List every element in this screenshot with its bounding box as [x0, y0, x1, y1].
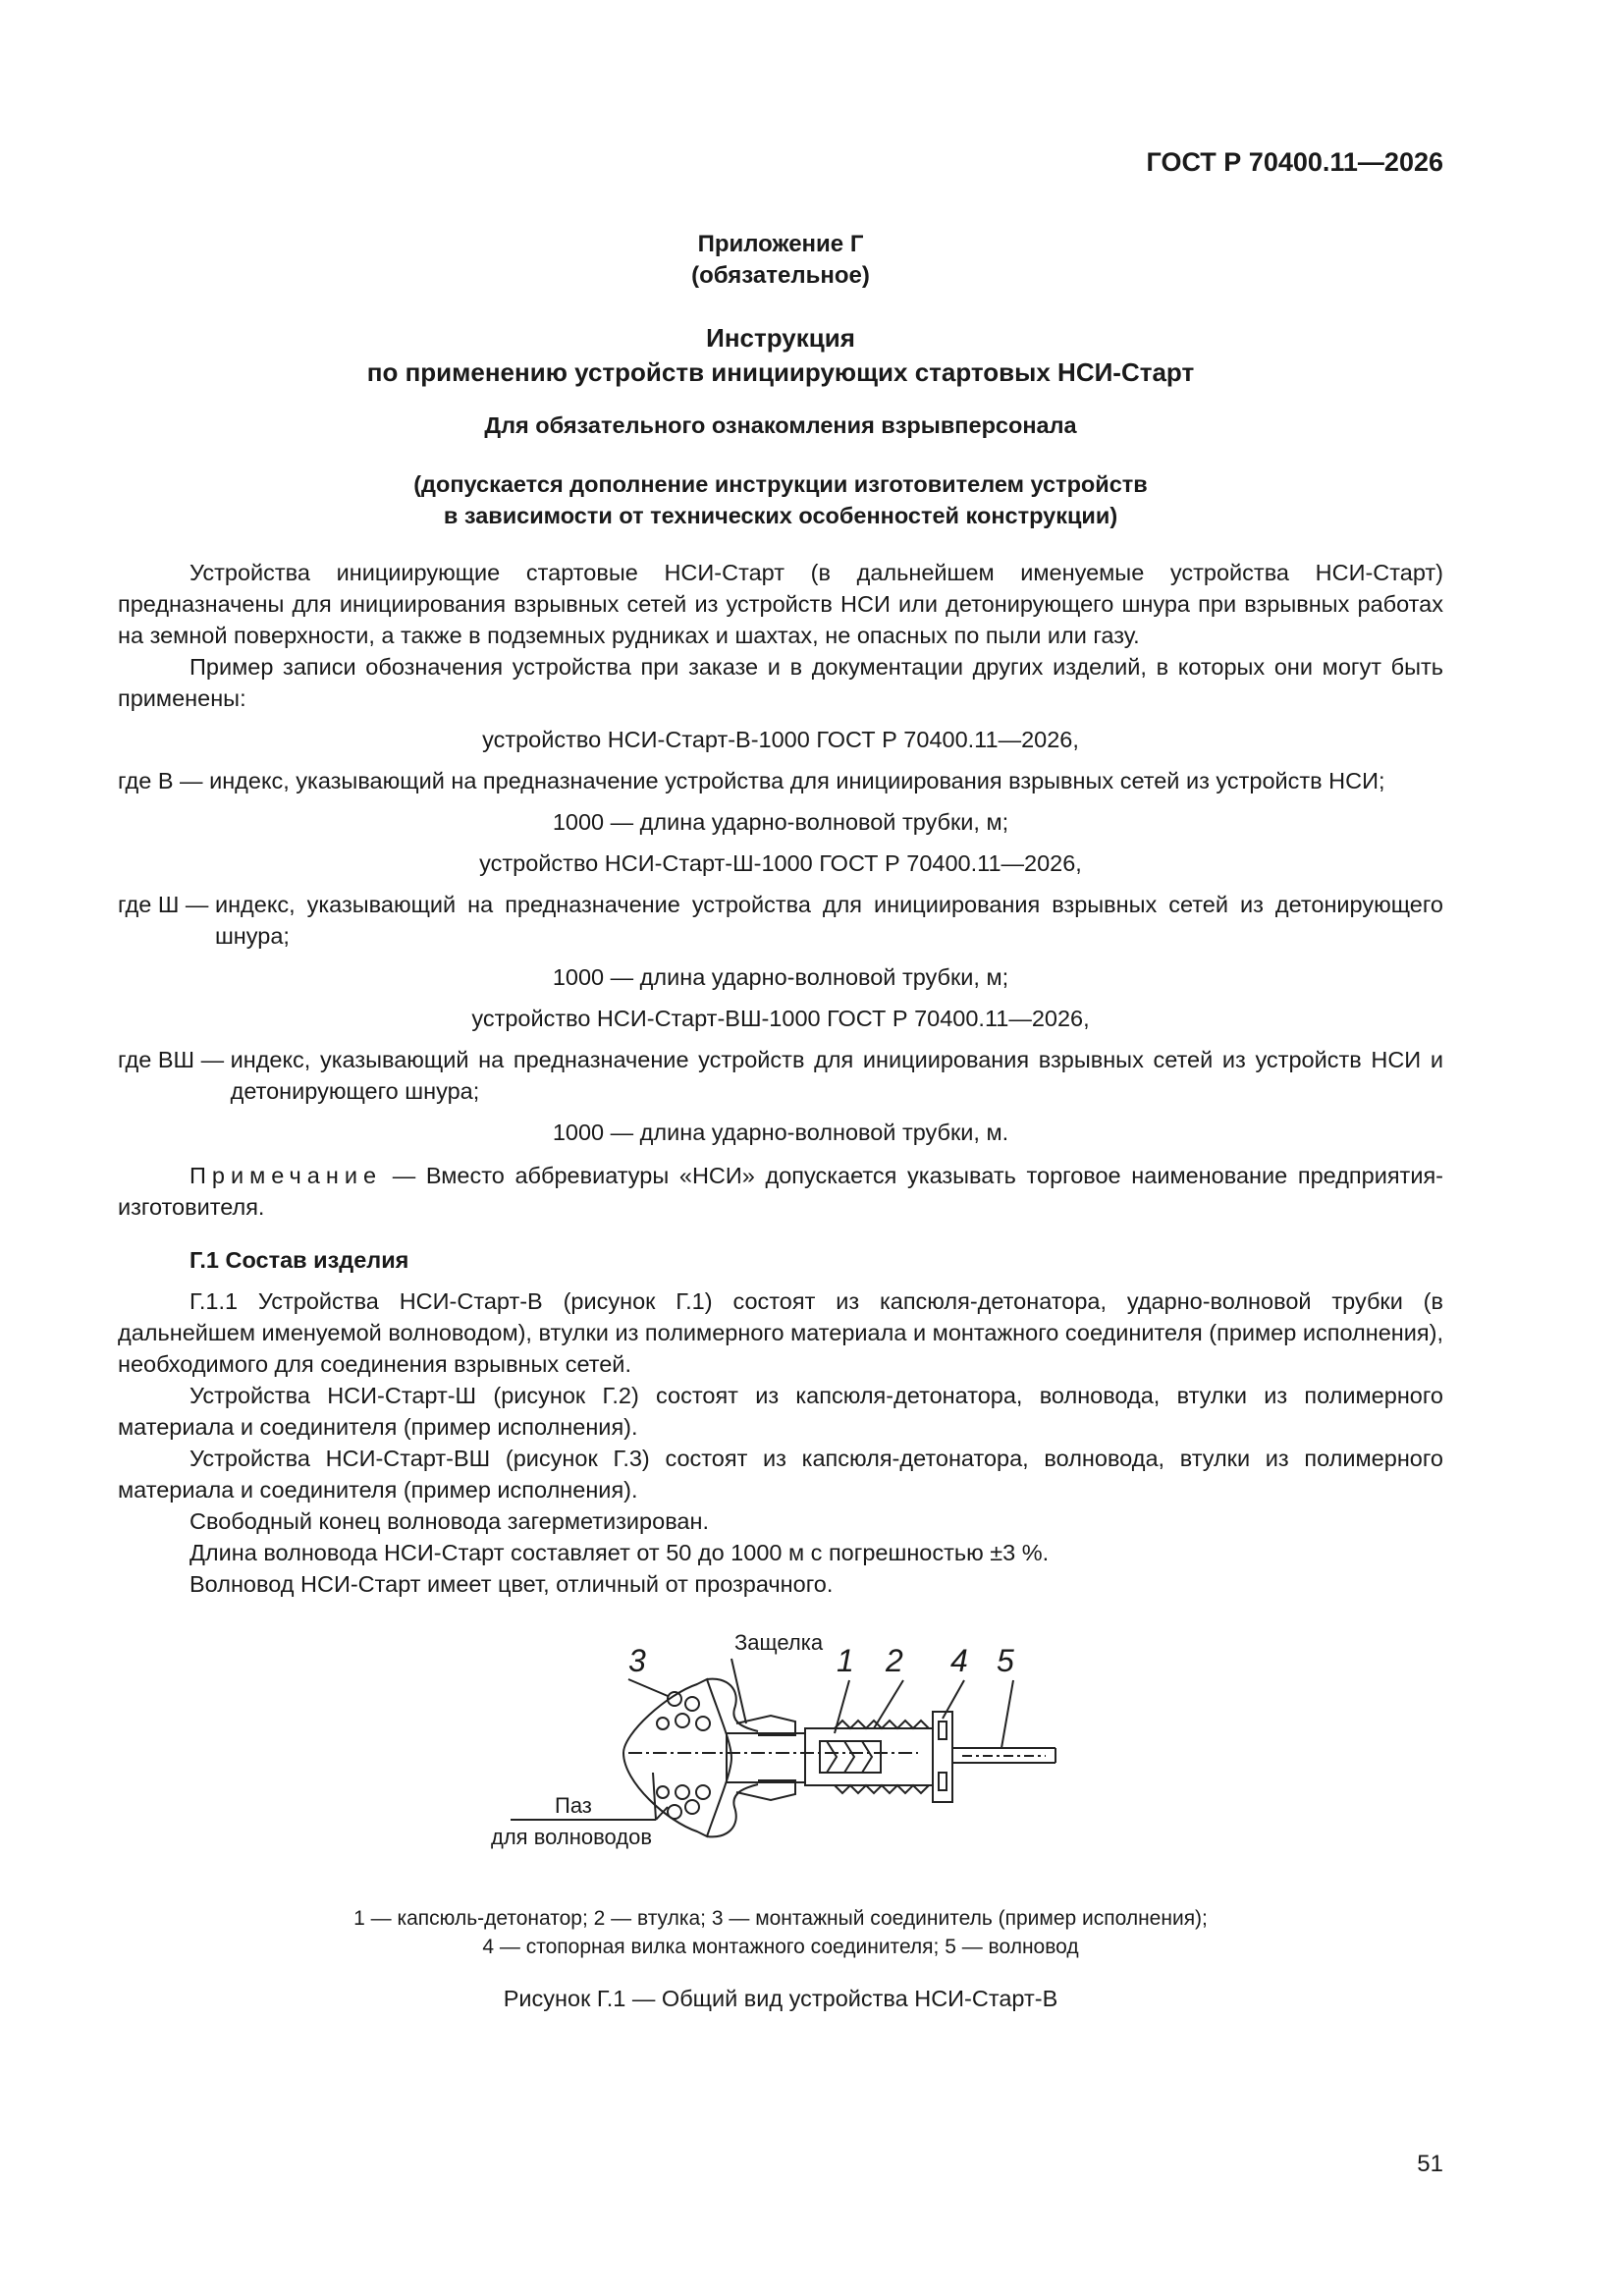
appendix-status: (обязательное) — [691, 262, 870, 289]
figure-label-5: 5 — [997, 1643, 1014, 1678]
body-paragraph-1: Устройства инициирующие стартовые НСИ-Старт (в дальнейшем именуемые устройства НСИ-Старт) предназначены для инициирования взрывных сетей из устройств НСИ или детонирующего шнура при взрывных работах на земной поверхности, а также в подземных рудниках и шахтах, не опасных по пыли или газу. — [118, 560, 1443, 648]
figure-label-latch: Защелка — [734, 1630, 824, 1655]
section-paragraph-3: Устройства НСИ-Старт-ВШ (рисунок Г.3) состоят из капсюля-детонатора, волновода, втулки из полимерного материала и соединителя (пример исполнения). — [118, 1446, 1443, 1503]
device-drawing — [118, 1625, 1443, 1890]
figure-label-2: 2 — [886, 1643, 903, 1678]
example-2-desc: индекс, указывающий на предназначение устройства для инициирования взрывных сетей из детонирующего шнура; — [214, 892, 1443, 949]
example-1-desc: индекс, указывающий на предназначение устройства для инициирования взрывных сетей из устройств НСИ; — [209, 768, 1385, 793]
section-paragraph-6: Волновод НСИ-Старт имеет цвет, отличный от прозрачного. — [189, 1571, 834, 1597]
example-1-label: где В — — [118, 768, 210, 793]
section-paragraph-5: Длина волновода НСИ-Старт составляет от 50 до 1000 м с погрешностью ±3 %. — [189, 1540, 1050, 1565]
example-2-explanation — [118, 889, 1443, 952]
length-2: 1000 — длина ударно-волновой трубки, м; — [552, 964, 1009, 990]
figure-label-3: 3 — [628, 1643, 646, 1678]
example-3-desc: индекс, указывающий на предназначение устройств для инициирования взрывных сетей из устройств НСИ и детонирующего шнура; — [230, 1047, 1443, 1104]
figure-label-groove: Паз — [555, 1793, 592, 1818]
document-page — [118, 147, 1443, 2014]
figure-legend-line2: 4 — стопорная вилка монтажного соединителя; 5 — волновод — [482, 1936, 1079, 1958]
page-number: 51 — [1417, 2151, 1443, 2177]
figure-label-1: 1 — [837, 1643, 854, 1678]
note-label: Примечание — [189, 1163, 383, 1188]
section-paragraph-2: Устройства НСИ-Старт-Ш (рисунок Г.2) состоят из капсюля-детонатора, волновода, втулки из полимерного материала и соединителя (пример исполнения). — [118, 1383, 1443, 1440]
standard-number: ГОСТ Р 70400.11—2026 — [1146, 147, 1443, 177]
example-3: устройство НСИ-Старт-ВШ-1000 ГОСТ Р 70400.11—2026, — [471, 1006, 1090, 1031]
figure-legend-line1: 1 — капсюль-детонатор; 2 — втулка; 3 — монтажный соединитель (пример исполнения); — [353, 1907, 1208, 1930]
figure-label-groove-2: для волноводов — [491, 1825, 653, 1849]
length-3: 1000 — длина ударно-волновой трубки, м. — [552, 1120, 1009, 1145]
note-text: — Вместо аббревиатуры «НСИ» допускается указывать торговое наименование предприятия-изготовителя. — [118, 1163, 1443, 1220]
instruction-subtitle: Для обязательного ознакомления взрывперсонала — [484, 412, 1077, 438]
example-3-label: где ВШ — — [118, 1047, 231, 1072]
example-3-explanation — [118, 1044, 1443, 1107]
figure-g1 — [118, 1625, 1443, 1890]
example-1-explanation — [118, 765, 1443, 796]
section-heading: Г.1 Состав изделия — [189, 1247, 409, 1273]
figure-caption: Рисунок Г.1 — Общий вид устройства НСИ-Старт-В — [503, 1986, 1058, 2011]
example-2: устройство НСИ-Старт-Ш-1000 ГОСТ Р 70400.11—2026, — [479, 850, 1082, 876]
instruction-note-line2: в зависимости от технических особенностей конструкции) — [443, 503, 1118, 528]
body-paragraph-2: Пример записи обозначения устройства при заказе и в документации других изделий, в которых они могут быть применены: — [118, 654, 1443, 711]
connector-body — [623, 1679, 731, 1836]
section-paragraph-1: Г.1.1 Устройства НСИ-Старт-В (рисунок Г.1) состоят из капсюля-детонатора, ударно-волновой трубки (в дальнейшем именуемой волноводом), втулки из полимерного материала и монтажного соединителя (пример исполнения), необходимого для соединения взрывных сетей. — [118, 1288, 1443, 1377]
section-paragraph-4: Свободный конец волновода загерметизирован. — [189, 1508, 709, 1534]
instruction-note-line1: (допускается дополнение инструкции изготовителем устройств — [413, 471, 1148, 497]
note-paragraph — [118, 1160, 1443, 1223]
example-1: устройство НСИ-Старт-В-1000 ГОСТ Р 70400.11—2026, — [482, 727, 1079, 752]
instruction-title-line2: по применению устройств инициирующих стартовых НСИ-Старт — [366, 357, 1195, 387]
appendix-title: Приложение Г — [697, 231, 864, 257]
example-2-label: где Ш — — [118, 892, 215, 917]
instruction-title: Инструкция — [706, 323, 855, 353]
length-1: 1000 — длина ударно-волновой трубки, м; — [552, 809, 1009, 835]
figure-label-4: 4 — [950, 1643, 968, 1678]
